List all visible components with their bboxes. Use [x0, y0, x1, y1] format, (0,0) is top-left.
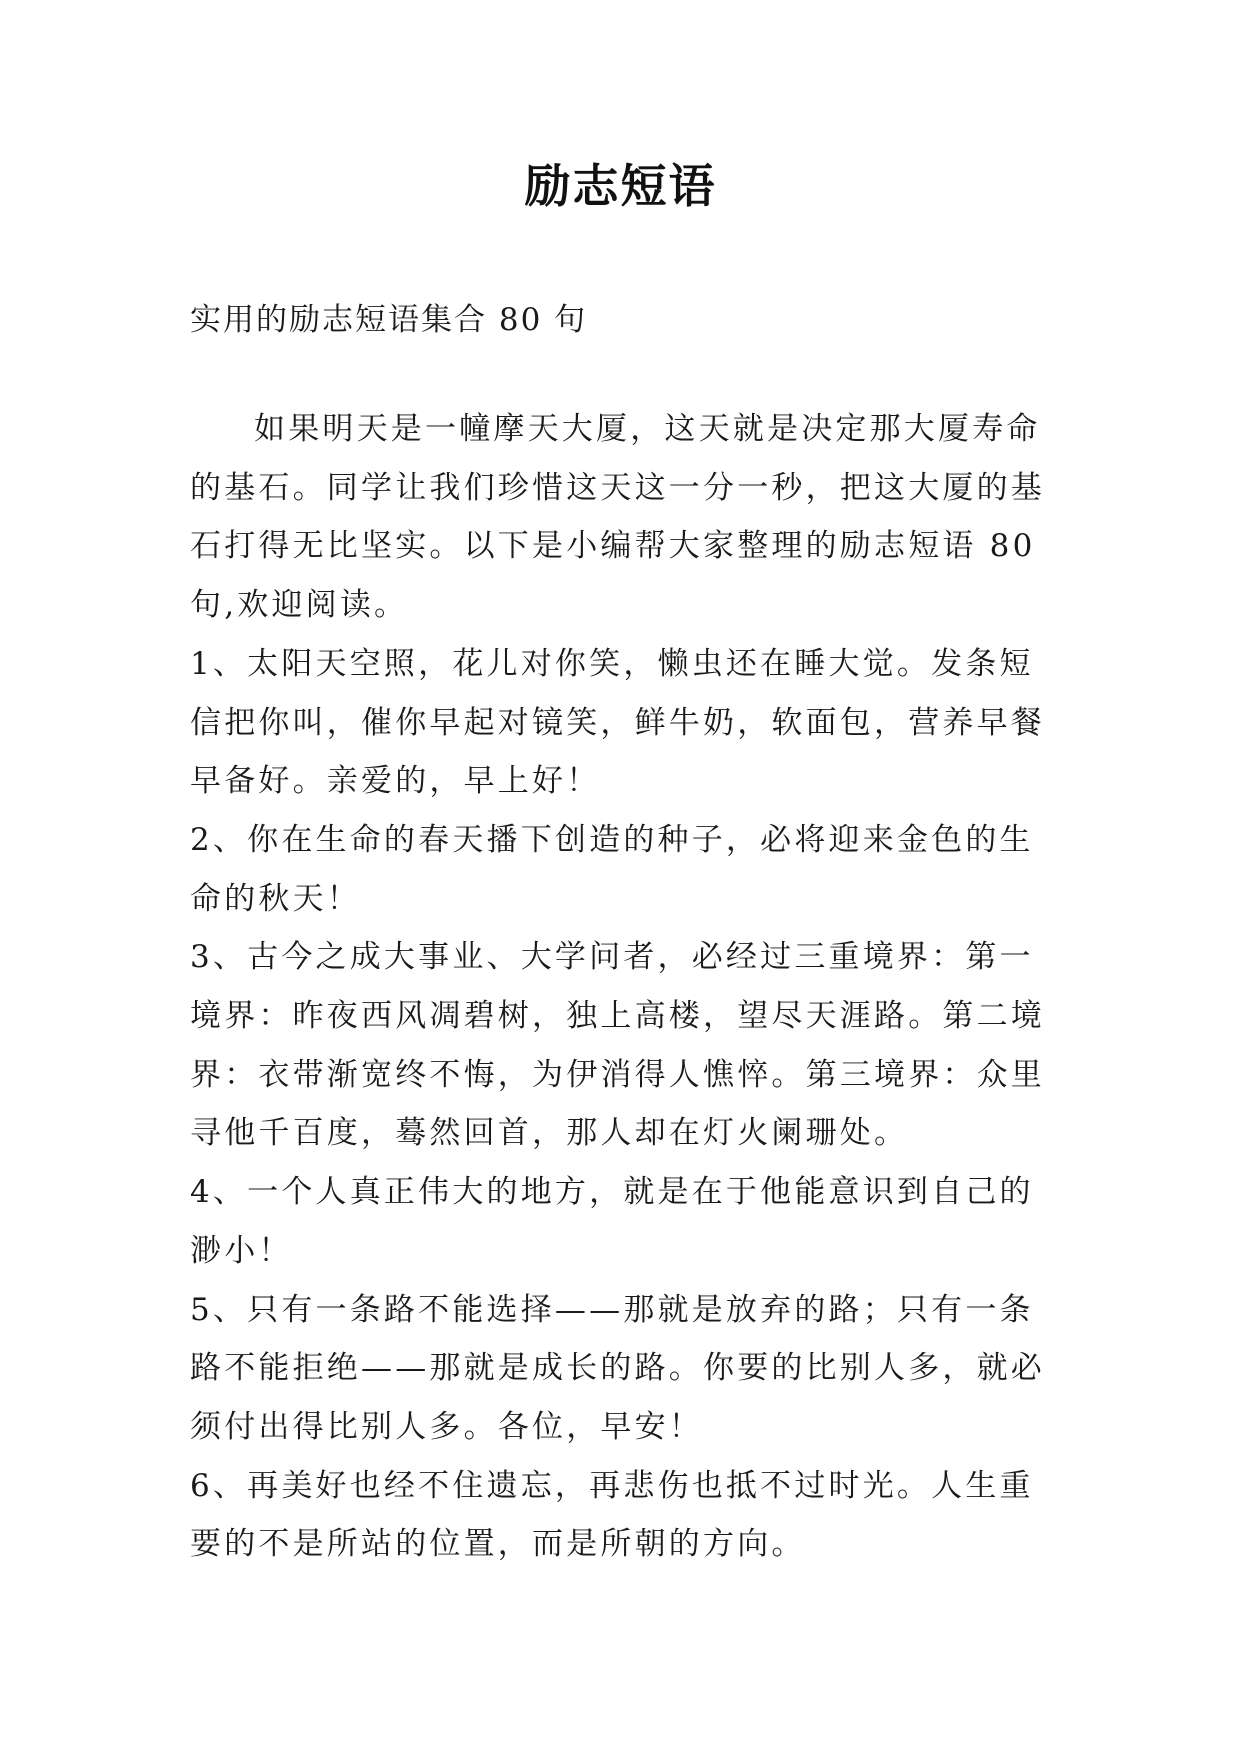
- list-item: 2、你在生命的春天播下创造的种子，必将迎来金色的生命的秋天！: [190, 821, 1034, 917]
- page-title: 励志短语: [524, 159, 717, 213]
- list-item: 3、古今之成大事业、大学问者，必经过三重境界：第一境界：昨夜西风凋碧树，独上高楼，望尽天涯路。第二境界：衣带渐宽终不悔，为伊消得人憔悴。第三境界：众里寻他千百度，蓦然回首，那人却在灯火阑珊处。: [190, 939, 1045, 1152]
- list-item: 4、一个人真正伟大的地方，就是在于他能意识到自己的渺小！: [190, 1174, 1034, 1269]
- document-body: [190, 400, 1052, 1574]
- list-item: 1、太阳天空照，花儿对你笑，懒虫还在睡大觉。发条短信把你叫，催你早起对镜笑，鲜牛奶，软面包，营养早餐早备好。亲爱的，早上好！: [190, 645, 1045, 800]
- document-subtitle: 实用的励志短语集合 80 句: [190, 302, 588, 338]
- list-item: 6、再美好也经不住遗忘，再悲伤也抵不过时光。人生重要的不是所站的位置，而是所朝的方向。: [190, 1467, 1034, 1563]
- list-item: 5、只有一条路不能选择——那就是放弃的路；只有一条路不能拒绝——那就是成长的路。你要的比别人多，就必须付出得比别人多。各位，早安！: [190, 1291, 1045, 1445]
- intro-paragraph: 如果明天是一幢摩天大厦，这天就是决定那大厦寿命的基石。同学让我们珍惜这天这一分一秒，把这大厦的基石打得无比坚实。以下是小编帮大家整理的励志短语 80 句,欢迎阅读。: [190, 411, 1045, 624]
